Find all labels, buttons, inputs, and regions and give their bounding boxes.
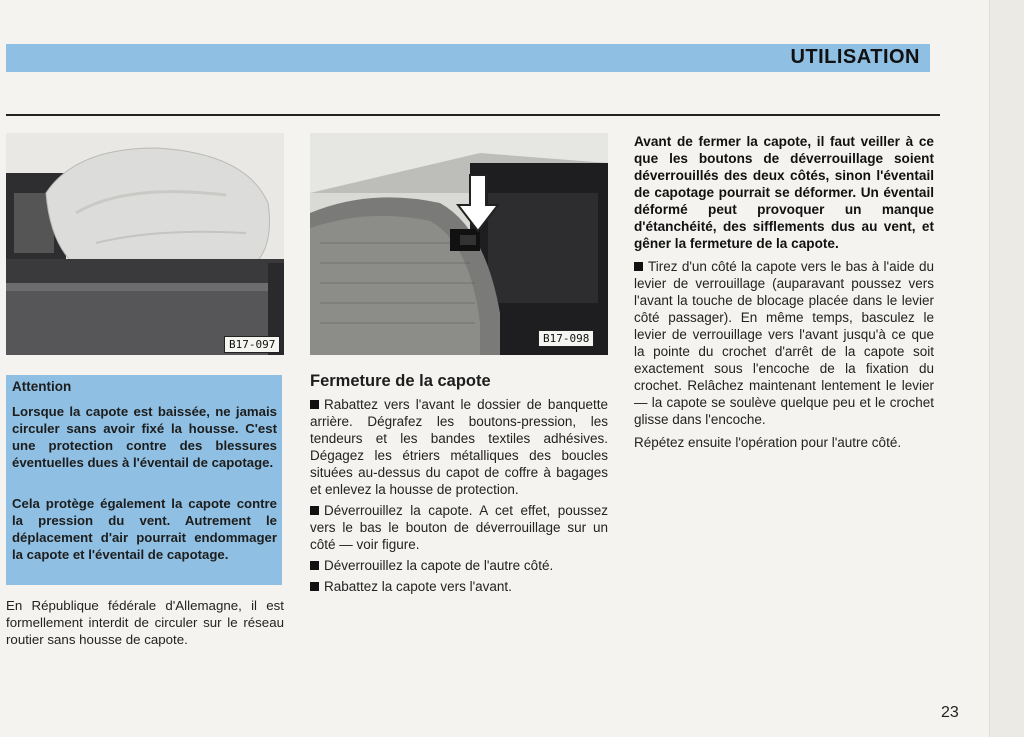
steps-list	[310, 396, 608, 595]
section-title: Fermeture de la capote	[310, 372, 491, 390]
bullet-icon	[310, 582, 319, 591]
attention-title: Attention	[12, 379, 72, 394]
figure-label: B17-097	[224, 336, 280, 353]
column-3	[634, 133, 934, 451]
list-item: Rabattez la capote vers l'avant.	[310, 578, 608, 595]
bullet-icon	[310, 400, 319, 409]
page-title: UTILISATION	[790, 46, 920, 68]
page-edge	[989, 0, 1024, 737]
attention-paragraph-2: Cela protège également la capote contre la pression du vent. Autrement le déplacement d'air pourrait endommager la capote et l'éventail de capotage.	[12, 496, 277, 562]
list-item: Tirez d'un côté la capote vers le bas à l'aide du levier de verrouillage (auparavant poussez vers l'avant la touche de blocage placée dans le levier côté passager). En même temps, basculez le levier de verrouillage vers l'avant jusqu'à ce que la pointe du crochet d'arrêt de la capote soit exactement sous l'encoche de la fixation du crochet. Relâchez maintenant lentement le levier — la capote se soulève quelque peu et le crochet glisse dans l'encoche.	[634, 259, 934, 427]
figure-label: B17-098	[538, 330, 594, 347]
bullet-icon	[310, 506, 319, 515]
list-item: Déverrouillez la capote de l'autre côté.	[310, 557, 608, 574]
warning-paragraph: Avant de fermer la capote, il faut veiller à ce que les boutons de déverrouillage soient déverrouillés des deux côtés, sinon l'éventail de capotage pourrait se déformer. Un éventail déformé peut provoquer un manque d'étanchéité, des sifflements dus au vent, et gêner la fermeture de la capote.	[634, 134, 934, 251]
attention-box	[6, 375, 282, 585]
header-band	[6, 44, 930, 72]
list-item: Rabattez vers l'avant le dossier de banquette arrière. Dégrafez les boutons-pression, les tendeurs et les bandes textiles adhésives. Dégagez les étriers métalliques des boucles situées au-dessus du capot de coffre à bagages et enlevez la housse de protection.	[310, 397, 608, 497]
attention-paragraph-1: Lorsque la capote est baissée, ne jamais circuler sans avoir fixé la housse. C'est une protection contre des blessures éventuelles dues à l'éventail de capotage.	[12, 404, 277, 470]
page-number: 23	[941, 704, 959, 721]
list-item: Déverrouillez la capote. A cet effet, poussez vers le bas le bouton de déverrouillage sur un côté — voir figure.	[310, 503, 608, 552]
repeat-paragraph: Répétez ensuite l'opération pour l'autre côté.	[634, 435, 902, 450]
legal-note: En République fédérale d'Allemagne, il est formellement interdit de circuler sur le réseau routier sans housse de capote.	[6, 598, 284, 647]
bullet-icon	[634, 262, 643, 271]
photo-unlock-button	[310, 133, 608, 355]
photo-folded-top	[6, 133, 284, 355]
bullet-icon	[310, 561, 319, 570]
header-rule	[6, 114, 940, 116]
